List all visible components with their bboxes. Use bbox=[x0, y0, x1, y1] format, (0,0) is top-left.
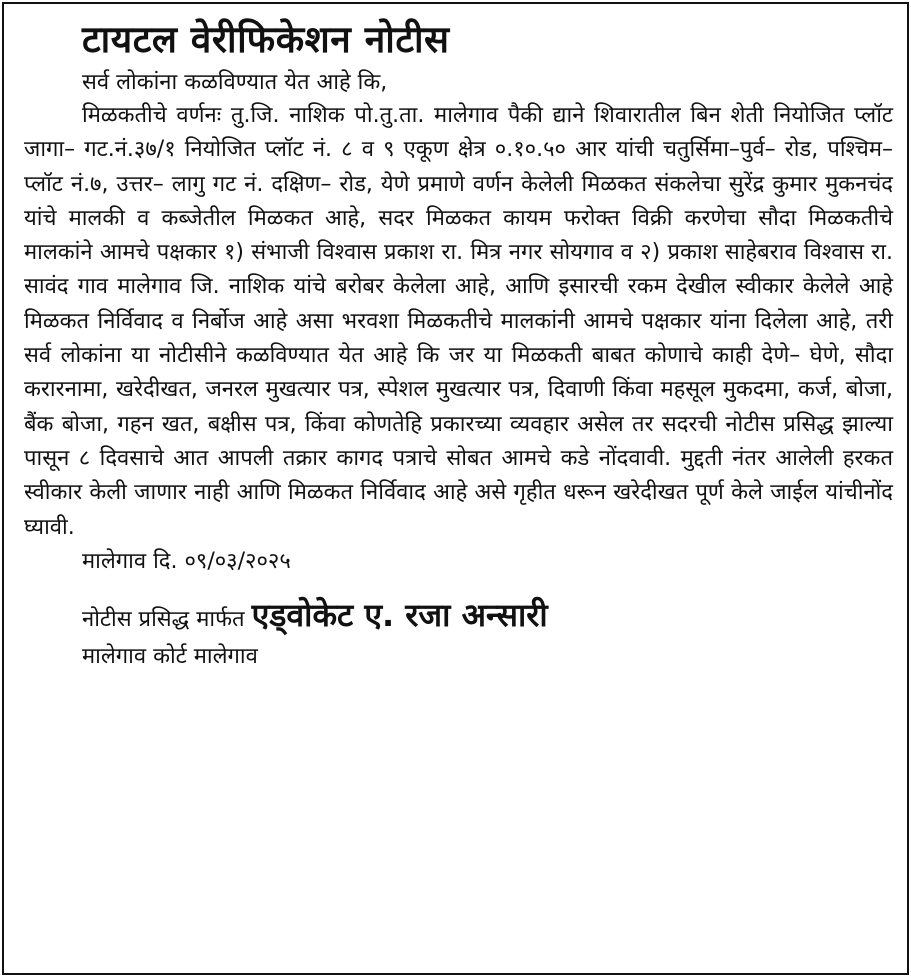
published-by-label: नोटीस प्रसिद्ध मार्फत bbox=[82, 606, 245, 632]
notice-title: टायटल वेरीफिकेशन नोटीस bbox=[82, 18, 450, 61]
notice-body bbox=[24, 99, 893, 545]
notice-body-paragraph: मिळकतीचे वर्णनः तु.जि. नाशिक पो.तु.ता. मालेगाव पैकी द्याने शिवारातील बिन शेती नियोजित प्लॉट जागा– गट.नं.३७/१ नियोजित प्लॉट नं. ८ व ९ एकूण क्षेत्र ०.१०.५० आर यांची चतुर्सिमा–पुर्व– रोड, पश्चिम– प्लॉट नं.७, उत्तर– लागु गट नं. दक्षिण– रोड, येणे प्रमाणे वर्णन केलेली मिळकत संकलेचा सुरेंद्र कुमार मुकनचंद यांचे मालकी व कब्जेतील मिळकत आहे, सदर मिळकत कायम फरोक्त विक्री करणेचा सौदा मिळकतीचे मालकांने आमचे पक्षकार १) संभाजी विश्वास प्रकाश रा. मित्र नगर सोयगाव व २) प्रकाश साहेबराव विश्वास रा. सावंद गाव मालेगाव जि. नाशिक यांचे बरोबर केलेला आहे, आणि इसारची रकम देखील स्वीकार केलेले आहे मिळकत निर्विवाद व निर्बोज आहे असा भरवशा मिळकतीचे मालकांनी आमचे पक्षकार यांना दिलेला आहे, तरी सर्व लोकांना या नोटीसीने कळविण्यात येत आहे कि जर या मिळकती बाबत कोणाचे काही देणे– घेणे, सौदा करारनामा, खरेदीखत, जनरल मुखत्यार पत्र, स्पेशल मुखत्यार पत्र, दिवाणी किंवा महसूल मुकदमा, कर्ज, बोजा, बैंक बोजा, गहन खत, बक्षीस पत्र, किंवा कोणतेहि प्रकारच्या व्यवहार असेल तर सदरची नोटीस प्रसिद्ध झाल्या पासून ८ दिवसाचे आत आपली तक्रार कागद पत्राचे सोबत आमचे कडे नोंदवावी. मुद्दती नंतर आलेली हरकत स्वीकार केली जाणार नाही आणि मिळकत निर्विवाद आहे असे गृहीत धरून खरेदीखत पूर्ण केले जाईल यांचीनोंद घ्यावी. bbox=[24, 103, 893, 540]
publisher-line bbox=[82, 595, 893, 640]
notice-box bbox=[2, 2, 909, 975]
advocate-name: एड्वोकेट ए. रजा अन्सारी bbox=[251, 595, 548, 634]
court-name: मालेगाव कोर्ट मालेगाव bbox=[82, 643, 258, 669]
notice-date: मालेगाव दि. ०९/०३/२०२५ bbox=[82, 548, 291, 574]
notice-greeting: सर्व लोकांना कळविण्यात येत आहे कि, bbox=[82, 70, 388, 95]
